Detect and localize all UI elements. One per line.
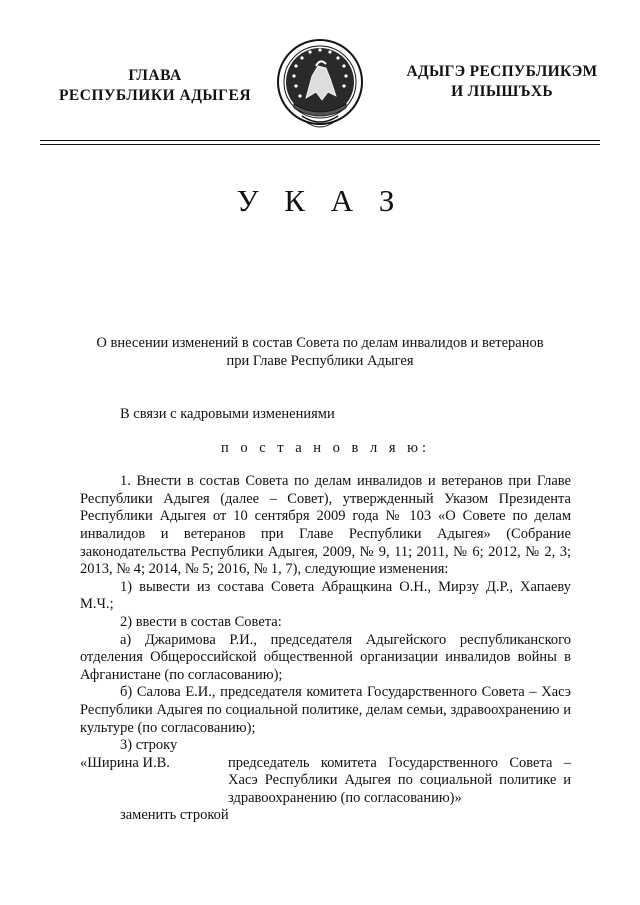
subject-line1: О внесении изменений в состав Совета по делам инвалидов и ветеранов [96, 335, 544, 351]
paragraph-1-2-a: а) Джаримова Р.И., председателя Адыгейского республиканского отделения Общероссийской общественной организации инвалидов войны в Афганистане (по согласованию); [80, 631, 571, 683]
decree-resolution-word: п о с т а н о в л я ю: [220, 439, 431, 456]
decree-body [80, 406, 571, 825]
header-right-line1: АДЫГЭ РЕСПУБЛИКЭМ [406, 63, 598, 80]
paragraph-1-2-b: б) Салова Е.И., председателя комитета Государственного Совета – Хасэ Республики Адыгея по социальной политике, делам семьи, здравоохранению и культуре (по согласованию); [80, 684, 571, 736]
header-left-line2: РЕСПУБЛИКИ АДЫГЕЯ [58, 87, 252, 104]
header-divider-thin [40, 144, 600, 145]
subject-line2: при Главе Республики Адыгея [226, 353, 414, 369]
preamble: В связи с кадровыми изменениями [120, 406, 335, 422]
header-left [40, 66, 270, 106]
header-divider-thick [40, 140, 600, 141]
document-title: У К А З [236, 183, 404, 218]
decree-subject [80, 334, 560, 370]
paragraph-1-3: 3) строку [120, 737, 178, 754]
paragraph-replace: заменить строкой [120, 807, 229, 824]
member-position: председатель комитета Государственного Совета – Хасэ Республики Адыгея по социальной политике и здравоохранению (по согласованию)» [228, 754, 571, 806]
paragraph-1-2: 2) ввести в состав Совета: [120, 613, 282, 630]
header-left-line1: ГЛАВА [128, 67, 182, 84]
member-row [80, 755, 571, 808]
paragraph-1: 1. Внести в состав Совета по делам инвалидов и ветеранов при Главе Республики Адыгея (далее – Совет), утвержденный Указом Президента Республики Адыгея от 10 сентября 2009 года № 103 «О Совете по делам инвалидов и ветеранов при Главе Республики Адыгея» (Собрание законодательства Республики Адыгея, 2009, № 9, 11; 2011, № 6; 2012, № 2, 3; 2013, № 4; 2014, № 5; 2016, № 1, 7), следующие изменения: [80, 473, 571, 578]
member-name: «Ширина И.В. [80, 754, 170, 771]
coat-of-arms-emblem-icon [272, 36, 368, 136]
paragraph-1-1: 1) вывести из состава Совета Абращкина О.Н., Мирзу Д.Р., Хапаеву М.Ч.; [80, 578, 571, 613]
header-right [384, 62, 620, 102]
header-right-line2: И ЛІЫШЪХЬ [451, 83, 553, 100]
